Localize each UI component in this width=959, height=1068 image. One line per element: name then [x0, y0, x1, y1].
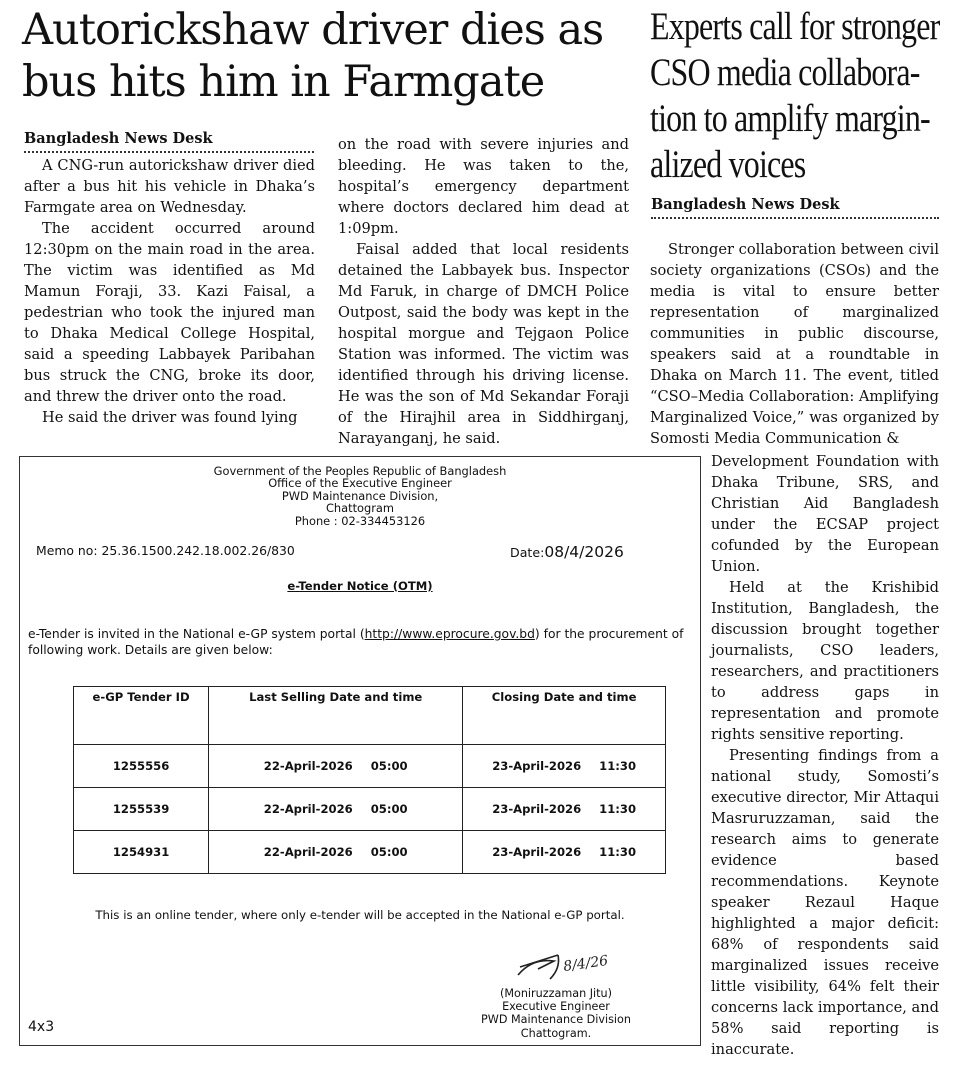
- notice-header-line: Chattogram: [325, 501, 395, 516]
- notice-header-line: Phone : 02-334453126: [294, 513, 426, 528]
- column-header: Last Selling Date and time: [209, 687, 463, 745]
- sell-time: 05:00: [370, 759, 408, 773]
- left-article-desk: Bangladesh News Desk: [24, 130, 314, 153]
- notice-size-code: 4x3: [28, 1019, 55, 1035]
- paragraph: A CNG-run autorickshaw driver died after a bus hit his vehicle in Dhaka’s Farmgate area on Wednesday.: [24, 157, 315, 216]
- paragraph: Presenting findings from a national study, Somosti’s executive director, Mir Attaqui Masruruzzaman, said the research aims to generate evidence based recommendations. Keynote speaker Rezaul Haque highlighted a major deficit: 68% of respondents said marginalized issues receive little visibility, 64% felt their concerns lack importance, and 58% said reporting is inaccurate.: [711, 747, 939, 1058]
- signatory-line: PWD Maintenance Division: [481, 1013, 631, 1027]
- right-article-column-top: [650, 239, 939, 449]
- signature: [498, 945, 628, 985]
- signature-date: 8/4/26: [562, 952, 610, 975]
- paragraph: Development Foundation with Dhaka Tribune, SRS, and Christian Aid Bangladesh under the ECSAP project cofunded by the European Union.: [711, 453, 939, 575]
- closing-cell: [463, 831, 666, 874]
- tender-table: [73, 686, 666, 874]
- right-article-headline: [650, 4, 953, 188]
- notice-header-line: Office of the Executive Engineer: [268, 476, 452, 491]
- left-headline-line-2: bus hits him in Farmgate: [22, 57, 545, 107]
- table-header-row: [74, 687, 666, 745]
- tender-id: 1255556: [74, 745, 209, 788]
- notice-date: [510, 543, 624, 561]
- last-selling-cell: [209, 831, 463, 874]
- left-article-column-2: [338, 134, 629, 449]
- sell-date: 22-April-2026: [263, 845, 353, 859]
- right-article-column-bottom: [711, 451, 939, 1060]
- closing-cell: [463, 745, 666, 788]
- paragraph: Faisal added that local residents detained the Labbayek bus. Inspector Md Faruk, in charge of DMCH Police Outpost, said the body was kept in the hospital morgue and Tejgaon Police Station was informed. The victim was identified through his driving license. He was the son of Md Sekandar Foraji of the Hirajhil area in Siddhirganj, Narayanganj, he said.: [338, 241, 629, 447]
- tender-id: 1255539: [74, 788, 209, 831]
- left-article-column-1: [24, 155, 315, 428]
- paragraph: The accident occurred around 12:30pm on the main road in the area. The victim was identified as Md Mamun Foraji, 33. Kazi Faisal, a pedestrian who took the injured man to Dhaka Medical College Hospital, said a speeding Labbayek Paribahan bus struck the CNG, broke its door, and threw the driver onto the road.: [24, 220, 315, 405]
- notice-header-line: Government of the Peoples Republic of Bangladesh: [213, 464, 507, 478]
- closing-cell: [463, 788, 666, 831]
- intro-text: ) for the procurement of following work. Details are given below:: [28, 627, 684, 657]
- column-header: Closing Date and time: [463, 687, 666, 745]
- close-time: 11:30: [599, 759, 637, 773]
- signatory-line: (Moniruzzaman Jitu): [499, 987, 612, 1000]
- table-row: [74, 831, 666, 874]
- signatory-line: Executive Engineer: [502, 1000, 610, 1014]
- paragraph: on the road with severe injuries and bleeding. He was taken to the, hospital’s emergency department where doctors declared him dead at 1:09pm.: [338, 136, 629, 237]
- notice-header: [20, 465, 700, 527]
- sell-time: 05:00: [370, 802, 408, 816]
- right-headline-line-2: CSO media collabora-: [650, 51, 920, 94]
- right-headline-line-4: alized voices: [650, 143, 806, 186]
- notice-intro: [28, 627, 688, 658]
- right-headline-line-3: tion to amplify margin-: [650, 97, 930, 140]
- paragraph: Stronger collaboration between civil society organizations (CSOs) and the media is vital to ensure better representation of marginalized communities in public discourse, speakers said at a roundtable in Dhaka on March 11. The event, titled “CSO–Media Collaboration: Amplifying Marginalized Voice,” was organized by Somosti Media Communication &: [650, 241, 939, 447]
- close-date: 23-April-2026: [492, 759, 582, 773]
- intro-text: e-Tender is invited in the National e-GP system portal (: [28, 627, 365, 641]
- left-article-headline: [22, 4, 632, 108]
- sell-time: 05:00: [370, 845, 408, 859]
- eprocure-link[interactable]: http://www.eprocure.gov.bd: [364, 627, 535, 641]
- close-date: 23-April-2026: [492, 802, 582, 816]
- paragraph: He said the driver was found lying: [42, 409, 298, 426]
- last-selling-cell: [209, 745, 463, 788]
- right-headline-line-1: Experts call for stronger: [650, 5, 940, 48]
- signatory-line: Chattogram.: [520, 1026, 592, 1040]
- sell-date: 22-April-2026: [263, 759, 353, 773]
- memo-number: Memo no: 25.36.1500.242.18.002.26/830: [36, 543, 295, 558]
- date-value: 08/4/2026: [544, 543, 624, 561]
- last-selling-cell: [209, 788, 463, 831]
- sell-date: 22-April-2026: [263, 802, 353, 816]
- left-headline-line-1: Autorickshaw driver dies as: [22, 5, 604, 55]
- close-time: 11:30: [599, 802, 637, 816]
- date-label: Date:: [510, 545, 545, 560]
- online-tender-note: This is an online tender, where only e-tender will be accepted in the National e-GP portal.: [95, 908, 625, 922]
- right-article-desk: Bangladesh News Desk: [651, 196, 939, 219]
- notice-title: e-Tender Notice (OTM): [287, 579, 433, 593]
- signatory-block: [456, 987, 656, 1040]
- tender-id: 1254931: [74, 831, 209, 874]
- notice-header-line: PWD Maintenance Division,: [281, 488, 439, 503]
- table-row: [74, 745, 666, 788]
- column-header: e-GP Tender ID: [74, 687, 209, 745]
- paragraph: Held at the Krishibid Institution, Bangladesh, the discussion brought together journalists, CSO leaders, researchers, and practitioners to address gaps in representation and promote rights sensitive reporting.: [711, 579, 939, 743]
- tender-notice: [19, 456, 701, 1046]
- close-date: 23-April-2026: [492, 845, 582, 859]
- close-time: 11:30: [599, 845, 637, 859]
- table-row: [74, 788, 666, 831]
